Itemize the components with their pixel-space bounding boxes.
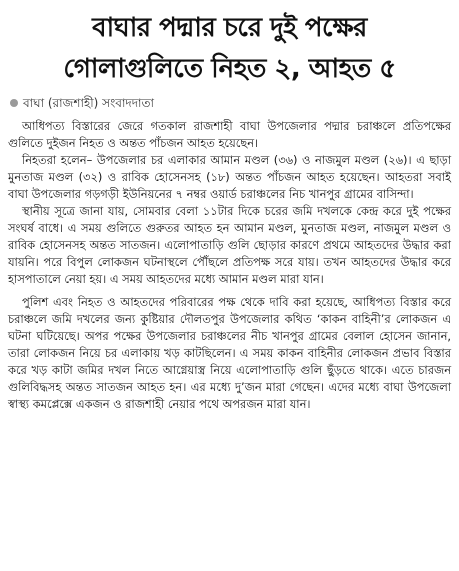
news-article-clipping xyxy=(0,8,459,571)
byline xyxy=(8,96,451,110)
paragraph-2: নিহতরা হলেন– উপজেলার চর এলাকার আমান মণ্ডল (৩৬) ও নাজমুল মণ্ডল (২৬)। এ ছাড়া মুনতাজ মণ্ডল (৩২) ও রাবিক হোসেনসহ (১৮) অন্তত পাঁচজন আহত হয়েছেন। আহতরা সবাই বাঘা উপজেলার গড়গড়ী ইউনিয়নের ৭ নম্বর ওয়ার্ড চরাঞ্চলের নিচ খানপুর গ্রামের বাসিন্দা। xyxy=(8,153,451,201)
headline xyxy=(8,8,451,90)
paragraph-3: স্থানীয় সূত্রে জানা যায়, সোমবার বেলা ১১টার দিকে চরের জমি দখলকে কেন্দ্র করে দুই পক্ষের সংঘর্ষ বাধে। এ সময় গুলিতে গুরুতর আহত হন আমান মণ্ডল, মুনতাজ মণ্ডল, নাজমুল মণ্ডল ও রাবিক হোসেনসহ অন্তত সাতজন। এলোপাতাড়ি গুলি ছোড়ার কারণে প্রথমে আহতদের উদ্ধার করা যায়নি। পরে বিপুল লোকজন ঘটনাস্থলে পৌঁছলে প্রতিপক্ষ সরে যায়। তখন আহতদের উদ্ধার করে হাসপাতালে নেয়া হয়। এ সময় আহতদের মধ্যে আমান মণ্ডল মারা যান। xyxy=(8,204,451,286)
article-body xyxy=(8,118,451,413)
byline-text: বাঘা (রাজশাহী) সংবাদদাতা xyxy=(23,96,155,110)
bullet-icon xyxy=(10,99,18,107)
headline-line-2: গোলাগুলিতে নিহত ২, আহত ৫ xyxy=(63,54,396,84)
paragraph-1: আধিপত্য বিস্তারের জেরে গতকাল রাজশাহী বাঘা উপজেলার পদ্মার চরাঞ্চলে প্রতিপক্ষের গুলিতে দুইজন নিহত ও অন্তত পাঁচজন আহত হয়েছেন। xyxy=(8,119,451,150)
headline-line-1: বাঘার পদ্মার চরে দুই পক্ষের xyxy=(92,13,367,43)
paragraph-4: পুলিশ এবং নিহত ও আহতদের পরিবারের পক্ষ থেকে দাবি করা হয়েছে, আধিপত্য বিস্তার করে চরাঞ্চলে জমি দখলের জন্য কুষ্টিয়ার দৌলতপুর উপজেলার কথিত ‘কাকন বাহিনী’র লোকজন এ ঘটনা ঘটিয়েছে। অপর পক্ষের উপজেলার চরাঞ্চলের নীচ খানপুর গ্রামের বেলাল হোসেন জানান, তারা লোকজন নিয়ে চর এলাকায় খড় কাটছিলেন। এ সময় কাকন বাহিনীর লোকজন প্রভাব বিস্তার করে খড় কাটা জমির দখল নিতে আগ্নেয়াস্ত্র নিয়ে এলোপাতাড়ি গুলি ছুঁড়তে থাকে। এতে চারজন গুলিবিদ্ধসহ অন্তত সাতজন আহত হন। এর মধ্যে দু’জন মারা গেছেন। এদের মধ্যে বাঘা উপজেলা স্বাস্থ্য কমপ্লেক্সে একজন ও রাজশাহী নেয়ার পথে অপরজন মারা যান। xyxy=(8,295,451,411)
